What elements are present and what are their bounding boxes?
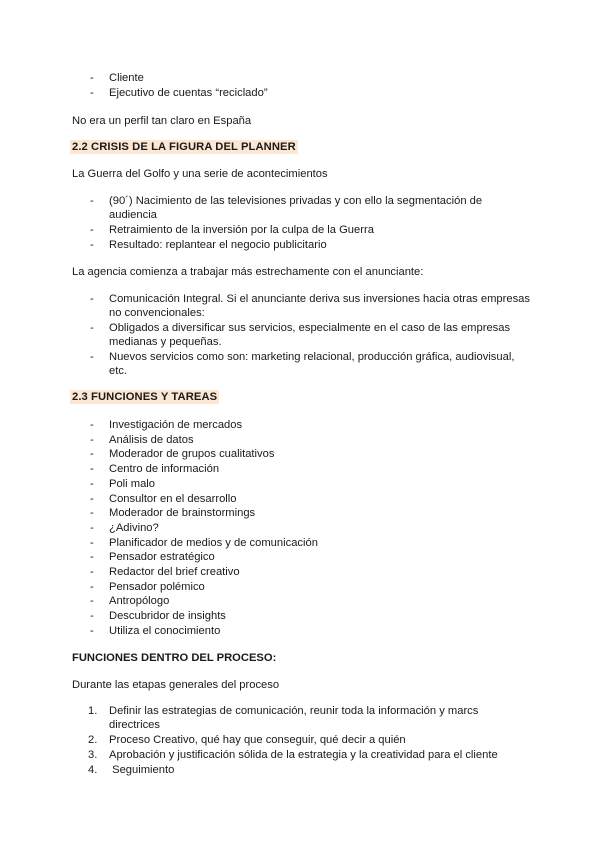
list-item-text: Utiliza el conocimiento	[109, 624, 221, 637]
list-item-text: audiencia	[109, 209, 157, 221]
list-item-text: Ejecutivo de cuentas “reciclado”	[109, 87, 268, 99]
process-intro: Durante las etapas generales del proceso	[72, 679, 280, 691]
list-item-text: Pensador estratégico	[109, 551, 215, 564]
section-heading-2-3: 2.3 FUNCIONES Y TAREAS	[72, 391, 218, 403]
list-item-text: Redactor del brief creativo	[109, 566, 240, 578]
bullet-dash: -	[90, 322, 94, 334]
step-text: directrices	[109, 719, 160, 731]
bullet-dash: -	[90, 566, 94, 578]
list-item-text: Moderador de brainstormings	[109, 507, 256, 520]
step-text: Proceso Creativo, qué hay que conseguir, qué decir a quién	[109, 734, 406, 746]
section-2-2-intro2: La agencia comienza a trabajar más estrechamente con el anunciante:	[72, 266, 424, 278]
list-item-text: no convencionales:	[109, 307, 205, 319]
bullet-dash: -	[90, 351, 94, 363]
list-item-text: ¿Adivino?	[109, 521, 159, 534]
list-item-text: (90´) Nacimiento de las televisiones privadas y con ello la segmentación de	[109, 195, 483, 207]
list-item-text: etc.	[109, 365, 128, 377]
list-item-text: Planificador de medios y de comunicación	[109, 536, 318, 549]
paragraph-note: No era un perfil tan claro en España	[72, 115, 252, 127]
list-item-text: Pensador polémico	[109, 580, 205, 593]
bullet-dash: -	[90, 419, 94, 431]
bullet-dash: -	[90, 87, 94, 99]
bullet-dash: -	[90, 624, 94, 637]
list-item-text: Investigación de mercados	[109, 419, 243, 431]
section-2-2-intro: La Guerra del Golfo y una serie de acontecimientos	[72, 168, 328, 180]
list-item-text: Resultado: replantear el negocio publicitario	[109, 239, 327, 251]
bullet-dash: -	[90, 536, 94, 549]
list-item-text: Cliente	[109, 72, 144, 84]
bullet-dash: -	[90, 580, 94, 593]
list-item-text: Descubridor de insights	[109, 610, 226, 623]
list-item-text: Consultor en el desarrollo	[109, 492, 237, 505]
step-number: 4.	[88, 764, 98, 776]
list-item-text: Obligados a diversificar sus servicios, especialmente en el caso de las empresas	[109, 322, 511, 334]
bullet-dash: -	[90, 433, 94, 446]
step-number: 3.	[88, 749, 98, 761]
bullet-dash: -	[90, 463, 94, 476]
bullet-dash: -	[90, 492, 94, 505]
list-item-text: Centro de información	[109, 463, 220, 476]
process-heading: FUNCIONES DENTRO DEL PROCESO:	[72, 652, 277, 664]
list-item-text: Moderador de grupos cualitativos	[109, 448, 275, 461]
step-number: 2.	[88, 734, 98, 746]
list-item-text: Nuevos servicios como son: marketing relacional, producción gráfica, audiovisual,	[109, 351, 515, 363]
section-heading-2-2: 2.2 CRISIS DE LA FIGURA DEL PLANNER	[72, 141, 296, 153]
list-item-text: Comunicación Integral. Si el anunciante deriva sus inversiones hacia otras empresas	[109, 293, 530, 305]
bullet-dash: -	[90, 72, 94, 84]
step-text: Aprobación y justificación sólida de la estrategia y la creatividad para el cliente	[109, 749, 498, 761]
list-item-text: Antropólogo	[109, 595, 170, 608]
list-item-text: Análisis de datos	[109, 433, 194, 446]
bullet-dash: -	[90, 293, 94, 305]
list-item-text: medianas y pequeñas.	[109, 336, 222, 348]
bullet-dash: -	[90, 239, 94, 251]
bullet-dash: -	[90, 507, 94, 520]
step-text: Definir las estrategias de comunicación, reunir toda la información y marcs	[109, 705, 479, 717]
step-text: Seguimiento	[109, 764, 175, 776]
bullet-dash: -	[90, 224, 94, 236]
bullet-dash: -	[90, 521, 94, 534]
bullet-dash: -	[90, 551, 94, 564]
list-item-text: Retraimiento de la inversión por la culpa de la Guerra	[109, 224, 374, 236]
bullet-dash: -	[90, 610, 94, 623]
bullet-dash: -	[90, 477, 94, 490]
bullet-dash: -	[90, 448, 94, 461]
bullet-dash: -	[90, 595, 94, 608]
step-number: 1.	[88, 705, 98, 717]
bullet-dash: -	[90, 195, 94, 207]
list-item-text: Poli malo	[109, 477, 156, 490]
